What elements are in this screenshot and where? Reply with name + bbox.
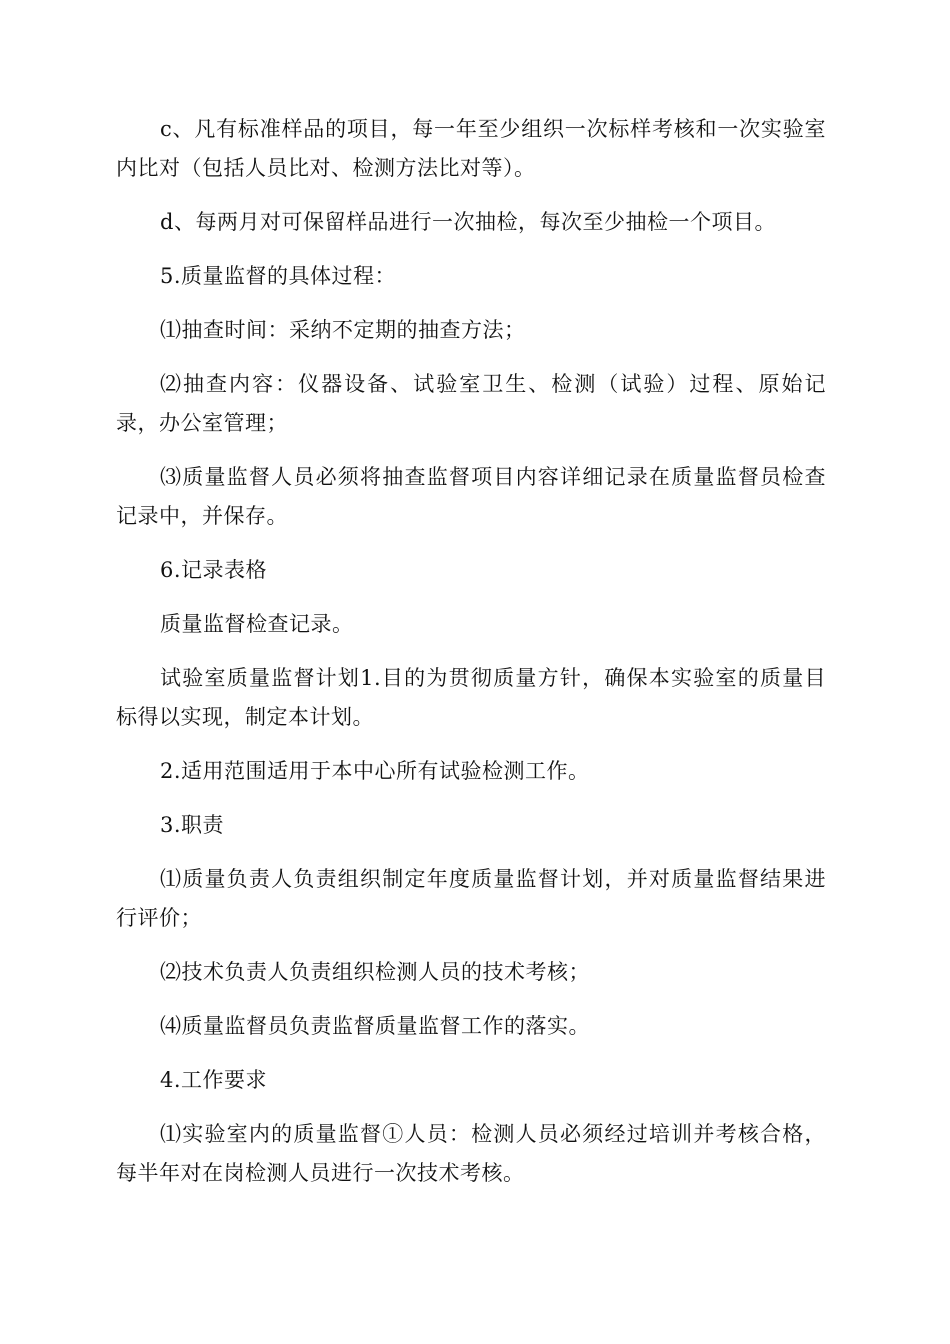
paragraph-check-content: ⑵抽查内容：仪器设备、试验室卫生、检测（试验）过程、原始记录，办公室管理； — [116, 372, 826, 435]
paragraph-supervisor: ⑷质量监督员负责监督质量监督工作的落实。 — [160, 1014, 590, 1038]
paragraph-plan-purpose: 试验室质量监督计划1.目的为贯彻质量方针，确保本实验室的质量目标得以实现，制定本计划。 — [116, 666, 826, 729]
paragraph-record-requirement: ⑶质量监督人员必须将抽查监督项目内容详细记录在质量监督员检查记录中，并保存。 — [116, 465, 826, 528]
paragraph-technical-manager: ⑵技术负责人负责组织检测人员的技术考核； — [160, 960, 590, 984]
paragraph-record-name: 质量监督检查记录。 — [160, 612, 354, 636]
document-body — [116, 110, 826, 1208]
section-heading-record-forms: 6.记录表格 — [160, 558, 268, 582]
section-heading-supervision-process: 5.质量监督的具体过程： — [160, 264, 397, 288]
paragraph-check-time: ⑴抽查时间：采纳不定期的抽查方法； — [160, 318, 526, 342]
paragraph-bimonthly-check: d、每两月对可保留样品进行一次抽检，每次至少抽检一个项目。 — [160, 210, 776, 234]
section-heading-responsibilities: 3.职责 — [160, 813, 225, 837]
paragraph-quality-manager: ⑴质量负责人负责组织制定年度质量监督计划，并对质量监督结果进行评价； — [116, 867, 826, 930]
section-heading-work-requirements: 4.工作要求 — [160, 1068, 268, 1092]
paragraph-scope: 2.适用范围适用于本中心所有试验检测工作。 — [160, 759, 590, 783]
paragraph-standard-samples: c、凡有标准样品的项目，每一年至少组织一次标样考核和一次实验室内比对（包括人员比对、检测方法比对等）。 — [116, 117, 826, 180]
paragraph-personnel-requirement: ⑴实验室内的质量监督①人员：检测人员必须经过培训并考核合格，每半年对在岗检测人员进行一次技术考核。 — [116, 1122, 826, 1185]
